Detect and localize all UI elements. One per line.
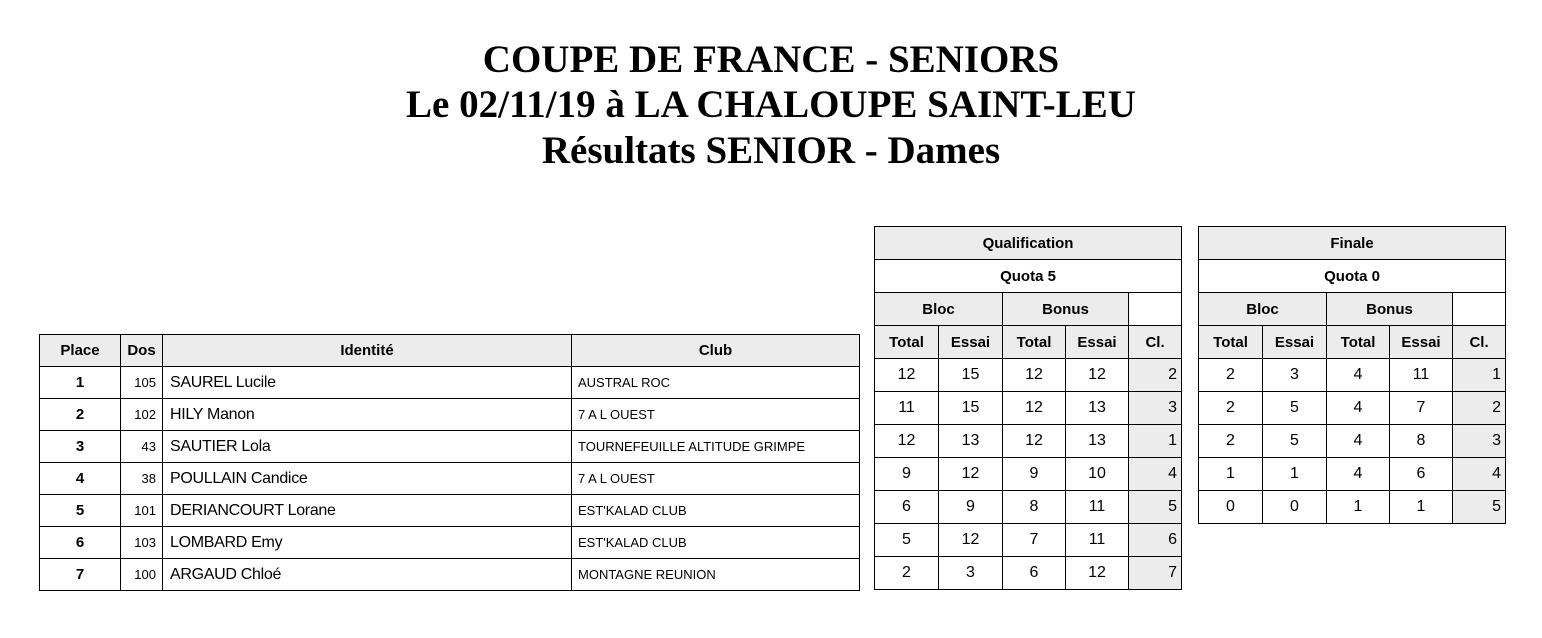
qualification-bonus-total-cell: 12 (1003, 359, 1066, 392)
place-cell: 6 (40, 527, 121, 559)
finale-row (1199, 359, 1506, 392)
finale-row (1199, 491, 1506, 524)
finale-bonus-total-cell: 4 (1327, 359, 1390, 392)
qualification-bloc-total-cell: 12 (875, 425, 939, 458)
name-cell: SAUREL Lucile (163, 367, 572, 399)
results-table (39, 334, 860, 591)
page-title: COUPE DE FRANCE - SENIORS (482, 38, 1060, 81)
finale-bonus-total-cell: 4 (1327, 458, 1390, 491)
name-cell: HILY Manon (163, 399, 572, 431)
finale-bloc-essai-cell: 1 (1263, 458, 1327, 491)
club-cell: MONTAGNE REUNION (572, 559, 860, 591)
qualification-bonus-total-cell: 12 (1003, 392, 1066, 425)
qualification-bloc-total-cell: 2 (875, 557, 939, 590)
qualification-row (875, 524, 1182, 557)
results-header-row (40, 335, 860, 367)
place-cell: 4 (40, 463, 121, 495)
qualification-col-bonus-essai: Essai (1066, 326, 1129, 359)
finale-col-bonus-total: Total (1327, 326, 1390, 359)
qualification-bonus-essai-cell: 13 (1066, 392, 1129, 425)
finale-bonus-total-cell: 4 (1327, 425, 1390, 458)
qualification-bloc-total-cell: 9 (875, 458, 939, 491)
qualification-rank-cell: 1 (1129, 425, 1182, 458)
table-row (40, 559, 860, 591)
qualification-bloc-total-cell: 12 (875, 359, 939, 392)
name-cell: DERIANCOURT Lorane (163, 495, 572, 527)
dos-cell: 100 (121, 559, 163, 591)
table-row (40, 495, 860, 527)
column-header-dos: Dos (121, 335, 163, 367)
finale-table-body (1199, 359, 1506, 524)
qualification-bloc-group: Bloc (875, 293, 1003, 326)
qualification-row (875, 359, 1182, 392)
finale-rank-cell: 1 (1453, 359, 1506, 392)
finale-row (1199, 392, 1506, 425)
qualification-bonus-total-cell: 6 (1003, 557, 1066, 590)
table-row (40, 367, 860, 399)
qualification-row (875, 425, 1182, 458)
qualification-rank-cell: 4 (1129, 458, 1182, 491)
name-cell: SAUTIER Lola (163, 431, 572, 463)
results-subtitle: Résultats SENIOR - Dames (541, 129, 1001, 172)
qualification-rank-cell: 6 (1129, 524, 1182, 557)
name-cell: LOMBARD Emy (163, 527, 572, 559)
finale-col-bonus-essai: Essai (1390, 326, 1453, 359)
place-cell: 7 (40, 559, 121, 591)
dos-cell: 38 (121, 463, 163, 495)
qualification-bonus-total-cell: 8 (1003, 491, 1066, 524)
qualification-bonus-essai-cell: 13 (1066, 425, 1129, 458)
finale-bonus-total-cell: 4 (1327, 392, 1390, 425)
event-subtitle: Le 02/11/19 à LA CHALOUPE SAINT-LEU (406, 83, 1136, 126)
finale-bonus-essai-cell: 6 (1390, 458, 1453, 491)
table-row (40, 463, 860, 495)
place-cell: 3 (40, 431, 121, 463)
finale-bloc-essai-cell: 3 (1263, 359, 1327, 392)
qualification-bloc-total-cell: 11 (875, 392, 939, 425)
finale-bonus-total-cell: 1 (1327, 491, 1390, 524)
qualification-col-bloc-essai: Essai (939, 326, 1003, 359)
dos-cell: 43 (121, 431, 163, 463)
finale-col-bloc-essai: Essai (1263, 326, 1327, 359)
finale-bloc-essai-cell: 0 (1263, 491, 1327, 524)
qualification-bloc-total-cell: 5 (875, 524, 939, 557)
column-header-identite: Identité (163, 335, 572, 367)
table-row (40, 527, 860, 559)
qualification-bloc-essai-cell: 9 (939, 491, 1003, 524)
finale-bloc-essai-cell: 5 (1263, 392, 1327, 425)
qualification-bonus-essai-cell: 12 (1066, 557, 1129, 590)
finale-bloc-total-cell: 2 (1199, 392, 1263, 425)
qualification-bonus-essai-cell: 11 (1066, 491, 1129, 524)
club-cell: EST'KALAD CLUB (572, 527, 860, 559)
finale-blank-cell (1453, 293, 1506, 326)
qualification-bonus-essai-cell: 12 (1066, 359, 1129, 392)
table-row (40, 399, 860, 431)
finale-bonus-essai-cell: 7 (1390, 392, 1453, 425)
dos-cell: 101 (121, 495, 163, 527)
dos-cell: 103 (121, 527, 163, 559)
place-cell: 5 (40, 495, 121, 527)
qualification-bloc-essai-cell: 12 (939, 524, 1003, 557)
finale-bonus-essai-cell: 1 (1390, 491, 1453, 524)
qualification-bonus-total-cell: 9 (1003, 458, 1066, 491)
finale-bloc-total-cell: 1 (1199, 458, 1263, 491)
qualification-bonus-total-cell: 7 (1003, 524, 1066, 557)
qualification-blank-cell (1129, 293, 1182, 326)
club-cell: TOURNEFEUILLE ALTITUDE GRIMPE (572, 431, 860, 463)
finale-rank-cell: 5 (1453, 491, 1506, 524)
finale-bloc-total-cell: 0 (1199, 491, 1263, 524)
finale-bonus-group: Bonus (1327, 293, 1453, 326)
place-cell: 1 (40, 367, 121, 399)
finale-rank-cell: 4 (1453, 458, 1506, 491)
finale-title: Finale (1199, 227, 1506, 260)
finale-row (1199, 425, 1506, 458)
qualification-bloc-essai-cell: 15 (939, 392, 1003, 425)
qualification-row (875, 392, 1182, 425)
qualification-row (875, 491, 1182, 524)
finale-bonus-essai-cell: 11 (1390, 359, 1453, 392)
qualification-row (875, 458, 1182, 491)
table-row (40, 431, 860, 463)
dos-cell: 105 (121, 367, 163, 399)
finale-quota: Quota 0 (1199, 260, 1506, 293)
qualification-col-bonus-total: Total (1003, 326, 1066, 359)
qualification-table (874, 226, 1182, 590)
qualification-bonus-essai-cell: 11 (1066, 524, 1129, 557)
qualification-rank-cell: 5 (1129, 491, 1182, 524)
finale-bloc-total-cell: 2 (1199, 359, 1263, 392)
column-header-club: Club (572, 335, 860, 367)
finale-bloc-group: Bloc (1199, 293, 1327, 326)
qualification-title: Qualification (875, 227, 1182, 260)
finale-rank-cell: 2 (1453, 392, 1506, 425)
club-cell: AUSTRAL ROC (572, 367, 860, 399)
finale-bonus-essai-cell: 8 (1390, 425, 1453, 458)
qualification-bloc-essai-cell: 3 (939, 557, 1003, 590)
qualification-table-body (875, 359, 1182, 590)
finale-table (1198, 226, 1506, 524)
finale-col-rank: Cl. (1453, 326, 1506, 359)
name-cell: ARGAUD Chloé (163, 559, 572, 591)
qualification-bloc-essai-cell: 15 (939, 359, 1003, 392)
qualification-col-rank: Cl. (1129, 326, 1182, 359)
club-cell: 7 A L OUEST (572, 463, 860, 495)
qualification-rank-cell: 7 (1129, 557, 1182, 590)
qualification-col-bloc-total: Total (875, 326, 939, 359)
name-cell: POULLAIN Candice (163, 463, 572, 495)
qualification-row (875, 557, 1182, 590)
club-cell: EST'KALAD CLUB (572, 495, 860, 527)
qualification-rank-cell: 2 (1129, 359, 1182, 392)
qualification-bloc-total-cell: 6 (875, 491, 939, 524)
qualification-bonus-group: Bonus (1003, 293, 1129, 326)
qualification-quota: Quota 5 (875, 260, 1182, 293)
finale-bloc-total-cell: 2 (1199, 425, 1263, 458)
results-table-body (40, 367, 860, 591)
qualification-bonus-total-cell: 12 (1003, 425, 1066, 458)
qualification-bonus-essai-cell: 10 (1066, 458, 1129, 491)
qualification-rank-cell: 3 (1129, 392, 1182, 425)
dos-cell: 102 (121, 399, 163, 431)
qualification-bloc-essai-cell: 13 (939, 425, 1003, 458)
finale-col-bloc-total: Total (1199, 326, 1263, 359)
club-cell: 7 A L OUEST (572, 399, 860, 431)
column-header-place: Place (40, 335, 121, 367)
qualification-bloc-essai-cell: 12 (939, 458, 1003, 491)
finale-rank-cell: 3 (1453, 425, 1506, 458)
place-cell: 2 (40, 399, 121, 431)
finale-row (1199, 458, 1506, 491)
finale-bloc-essai-cell: 5 (1263, 425, 1327, 458)
